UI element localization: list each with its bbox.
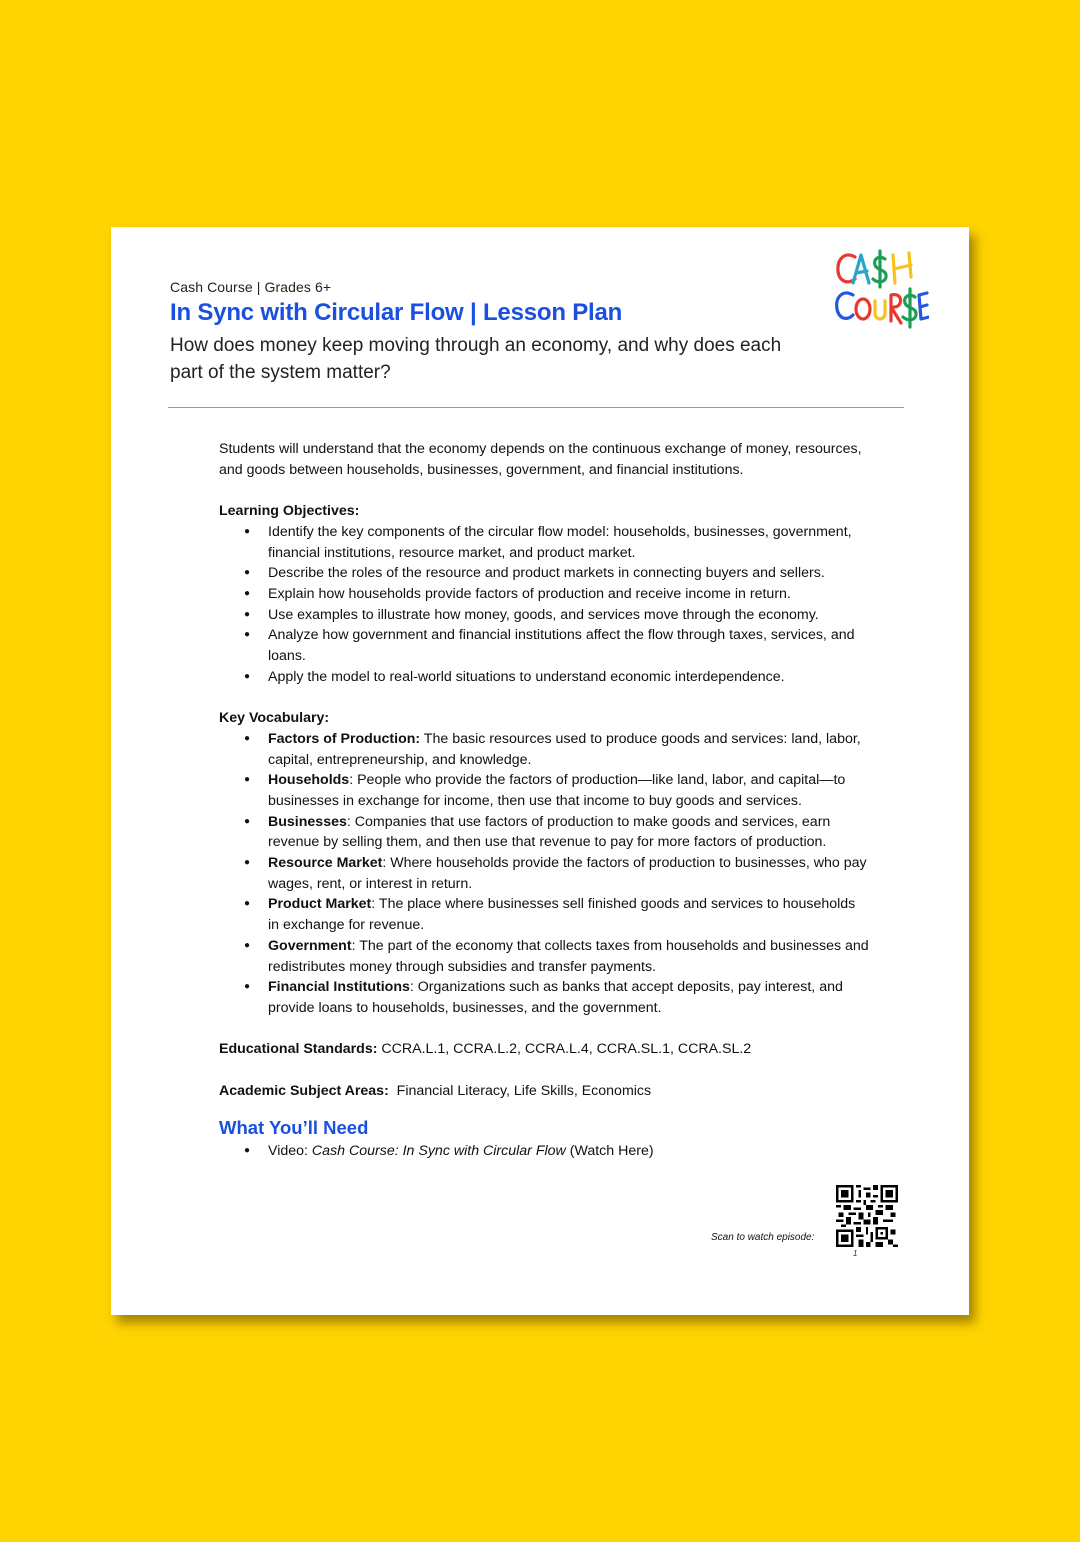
- vocab-definition: : Companies that use factors of production to make goods and services, earn revenue by selling them, and then use that revenue to pay for more factors of production.: [268, 813, 831, 851]
- academic-subject-areas: [219, 1081, 869, 1102]
- vocab-term: Businesses: [268, 813, 347, 830]
- vocab-definition: : The place where businesses sell finished goods and services to households in exchange for revenue.: [268, 896, 856, 934]
- vocab-term: Resource Market: [268, 855, 383, 872]
- header-kicker: Cash Course | Grades 6+: [170, 279, 332, 295]
- vocab-term: Financial Institutions: [268, 979, 410, 996]
- vocab-definition: : People who provide the factors of production—like land, labor, and capital—to businesses in exchange for income, then use that income to buy goods and services.: [268, 772, 846, 809]
- objective-item: ● Explain how households provide factors of production and receive income in return.: [219, 584, 869, 605]
- vocab-definition: The basic resources used to produce goods and services: land, labor, capital, entrepreneurship, and knowledge.: [268, 730, 861, 768]
- lesson-body: [219, 439, 869, 1162]
- objective-item: ● Analyze how government and financial institutions affect the flow through taxes, services, and loans.: [219, 625, 869, 666]
- vocab-definition: : Where households provide the factors of production to businesses, who pay wages, rent, or interest in return.: [268, 855, 867, 892]
- standards-label: Educational Standards:: [219, 1041, 378, 1058]
- vocab-term: Households: [268, 772, 350, 789]
- video-title: Cash Course: In Sync with Circular Flow: [311, 1143, 566, 1160]
- header-divider: [168, 407, 904, 408]
- qr-caption: Scan to watch episode:: [711, 1232, 815, 1243]
- vocab-definition: : Organizations such as banks that accept deposits, pay interest, and provide loans to households, businesses, and the government.: [268, 979, 843, 1016]
- vocabulary-item: [219, 977, 869, 1018]
- vocabulary-item: [219, 894, 869, 935]
- video-prefix: Video:: [268, 1143, 312, 1160]
- video-item: [219, 1141, 869, 1162]
- qr-number: 1: [853, 1249, 858, 1258]
- key-vocabulary-list: [219, 729, 869, 1019]
- standards-value: CCRA.L.1, CCRA.L.2, CCRA.L.4, CCRA.SL.1, CCRA.SL.2: [377, 1041, 752, 1058]
- vocab-term: Product Market: [268, 896, 372, 913]
- vocabulary-item: [219, 729, 869, 770]
- key-vocabulary-label: Key Vocabulary:: [219, 710, 330, 727]
- what-youll-need-heading: What You’ll Need: [219, 1117, 369, 1139]
- lesson-plan-page: [111, 227, 969, 1315]
- page-title: In Sync with Circular Flow | Lesson Plan: [170, 299, 623, 326]
- vocabulary-item: [219, 770, 869, 811]
- vocabulary-item: [219, 853, 869, 894]
- vocabulary-item: [219, 936, 869, 977]
- objective-item: ● Use examples to illustrate how money, goods, and services move through the economy.: [219, 605, 869, 626]
- learning-objectives-list: [219, 522, 869, 688]
- page-subtitle: How does money keep moving through an economy, and why does each part of the system matter?: [170, 335, 782, 383]
- subjects-value: Financial Literacy, Life Skills, Economics: [388, 1082, 652, 1099]
- vocab-term: Factors of Production:: [268, 730, 421, 747]
- what-youll-need-list: [219, 1141, 869, 1162]
- educational-standards: [219, 1039, 869, 1060]
- objective-item: ● Identify the key components of the circular flow model: households, businesses, government, financial institutions, resource market, and product market.: [219, 522, 869, 563]
- watch-here-link[interactable]: (Watch Here): [565, 1143, 654, 1160]
- qr-code-icon[interactable]: [836, 1185, 898, 1247]
- vocab-definition: : The part of the economy that collects taxes from households and businesses and redistributes money through subsidies and transfer payments.: [268, 937, 869, 975]
- subjects-label: Academic Subject Areas:: [219, 1082, 389, 1099]
- objective-item: ● Apply the model to real-world situations to understand economic interdependence.: [219, 667, 869, 688]
- cash-course-logo: [833, 247, 929, 331]
- vocabulary-item: [219, 812, 869, 853]
- learning-objectives-label: Learning Objectives:: [219, 503, 360, 520]
- intro-paragraph: Students will understand that the economy depends on the continuous exchange of money, resources, and goods between households, businesses, government, and financial institutions.: [219, 441, 862, 478]
- vocab-term: Government: [268, 937, 352, 954]
- objective-item: ● Describe the roles of the resource and product markets in connecting buyers and sellers.: [219, 563, 869, 584]
